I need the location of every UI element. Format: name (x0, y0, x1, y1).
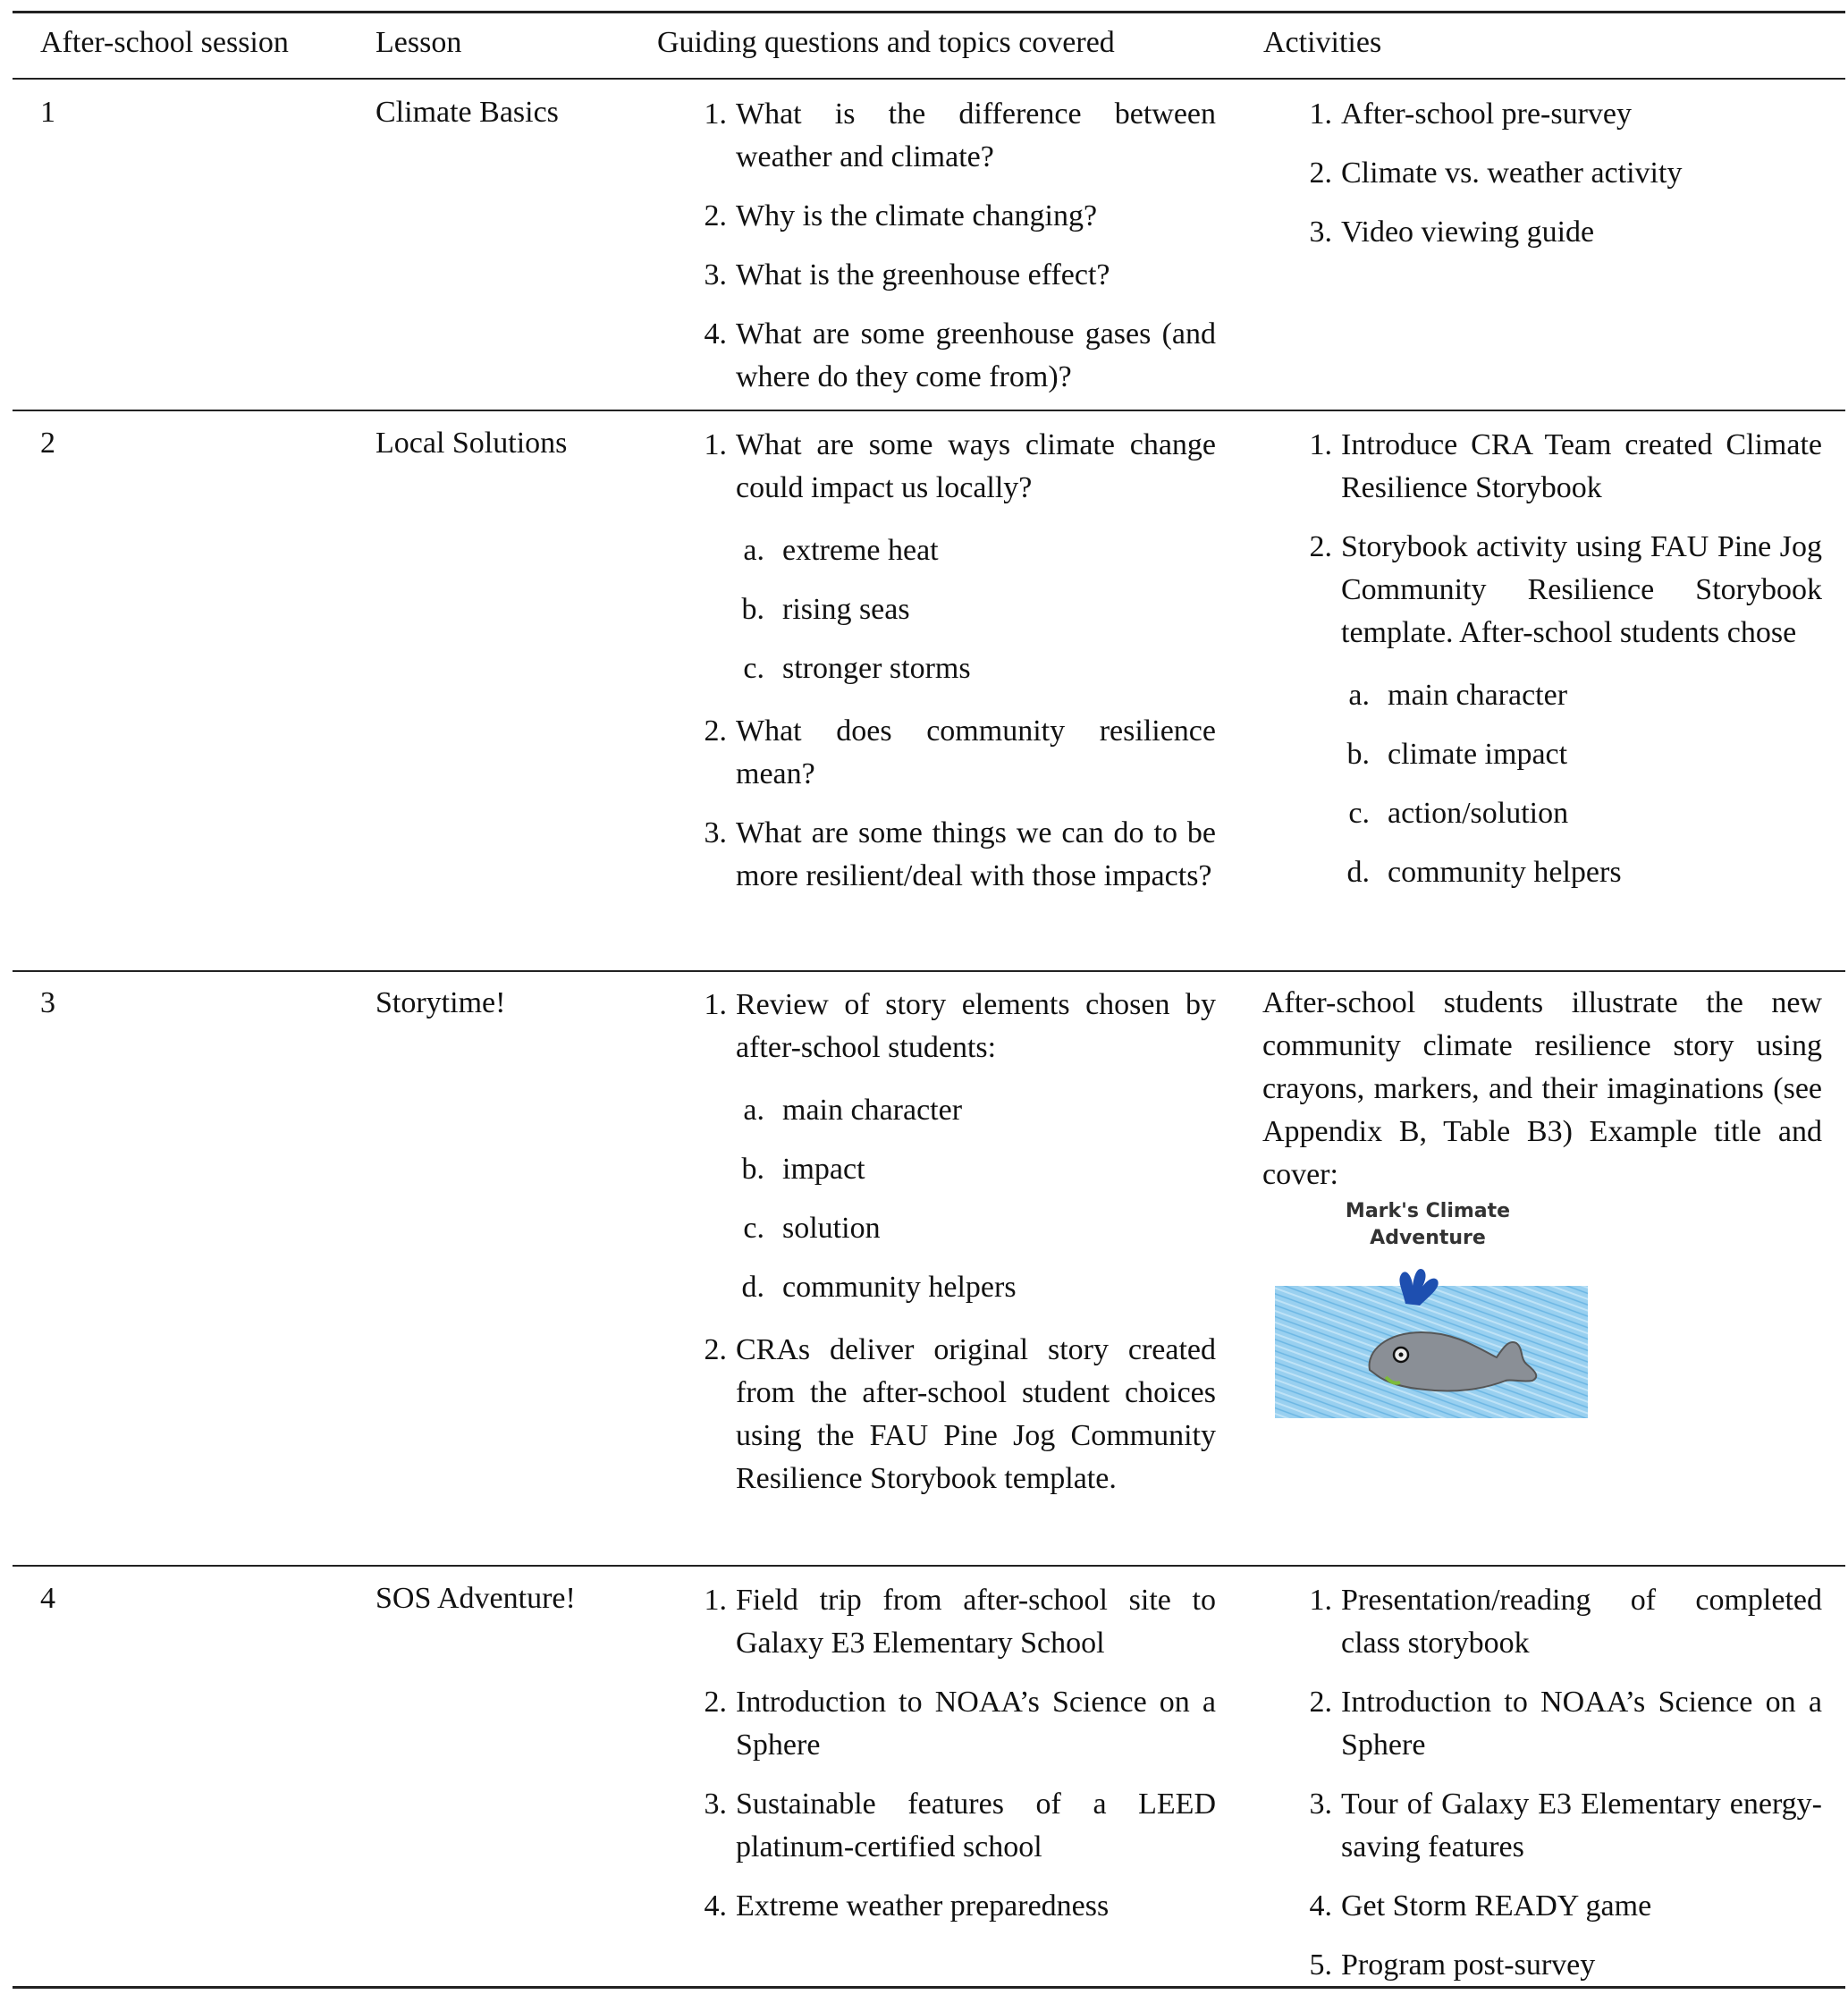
list-item (1309, 1885, 1822, 1928)
item-text: community helpers (782, 1271, 1017, 1304)
item-text: Introduction to NOAA’s Science on a Sphere (736, 1686, 1216, 1762)
guiding-questions-list (704, 93, 1216, 415)
item-number: 2. (704, 199, 727, 232)
item-letter: a. (743, 1094, 764, 1127)
list-item (704, 93, 1216, 179)
item-letter: d. (1346, 856, 1370, 889)
item-text: Introduce CRA Team created Climate Resilience Storybook (1341, 428, 1822, 504)
item-number: 2. (1309, 1686, 1332, 1719)
item-number: 4. (704, 1889, 727, 1923)
item-letter: d. (741, 1271, 764, 1304)
header-guiding: Guiding questions and topics covered (657, 26, 1115, 59)
sub-list-item (714, 1089, 1216, 1132)
item-number: 4. (1309, 1889, 1332, 1923)
item-text: Extreme weather preparedness (736, 1889, 1110, 1923)
sub-list-item (714, 529, 1216, 572)
guiding-questions-list (704, 424, 1216, 914)
activities-list (1309, 93, 1822, 270)
item-number: 1. (704, 428, 727, 461)
item-text: Climate vs. weather activity (1341, 156, 1683, 190)
item-text: Get Storm READY game (1341, 1889, 1652, 1923)
item-text: Video viewing guide (1341, 216, 1595, 249)
item-number: 1. (1309, 1584, 1332, 1617)
sub-list (714, 1089, 1216, 1309)
activities-list (1309, 424, 1822, 914)
sub-list-item (714, 1148, 1216, 1191)
lesson-title: Local Solutions (376, 427, 568, 460)
sub-list-item (714, 588, 1216, 631)
item-text: action/solution (1388, 797, 1569, 830)
sub-list-item (714, 1207, 1216, 1250)
item-text: Storybook activity using FAU Pine Jog Community Resilience Storybook template. After-school students chose (1341, 530, 1822, 649)
row-divider (13, 970, 1845, 972)
list-item (704, 812, 1216, 898)
item-letter: a. (1348, 679, 1370, 712)
list-item (704, 710, 1216, 796)
item-text: solution (782, 1212, 881, 1245)
item-number: 1. (704, 97, 727, 131)
list-item (704, 424, 1216, 690)
item-number: 3. (1309, 216, 1332, 249)
item-number: 3. (1309, 1787, 1332, 1821)
item-text: Introduction to NOAA’s Science on a Sphere (1341, 1686, 1822, 1762)
item-text: Sustainable features of a LEED platinum-certified school (736, 1787, 1216, 1864)
item-text: Review of story elements chosen by after-school students: (736, 988, 1216, 1064)
session-number: 3 (40, 986, 55, 1019)
header-session: After-school session (40, 26, 289, 59)
item-text: What is the greenhouse effect? (736, 258, 1110, 292)
item-number: 3. (704, 1787, 727, 1821)
session-number: 2 (40, 427, 55, 460)
list-item (704, 254, 1216, 297)
item-text: What is the difference between weather and climate? (736, 97, 1216, 173)
item-text: What are some ways climate change could impact us locally? (736, 428, 1216, 504)
lesson-title: Climate Basics (376, 96, 559, 129)
item-number: 1. (704, 1584, 727, 1617)
item-letter: b. (741, 1153, 764, 1186)
item-text: community helpers (1388, 856, 1622, 889)
list-item (1309, 1783, 1822, 1869)
list-item (1309, 93, 1822, 136)
guiding-questions-list (704, 1579, 1216, 1944)
item-letter: b. (741, 593, 764, 626)
list-item (704, 1681, 1216, 1767)
session-number: 4 (40, 1582, 55, 1615)
item-number: 1. (1309, 428, 1332, 461)
lesson-title: SOS Adventure! (376, 1582, 576, 1615)
header-lesson: Lesson (376, 26, 462, 59)
list-item (704, 195, 1216, 238)
item-text: CRAs deliver original story created from the after-school student choices using the FAU Pine Jog Community Resilience Storybook template. (736, 1333, 1216, 1495)
list-item (1309, 211, 1822, 254)
list-item (1309, 152, 1822, 195)
list-item (1309, 424, 1822, 510)
list-item (704, 1329, 1216, 1500)
sub-list-item (714, 1266, 1216, 1309)
item-number: 3. (704, 816, 727, 849)
cover-title-line: Adventure (1370, 1227, 1486, 1249)
table-top-rule (13, 11, 1845, 13)
activities-text: After-school students illustrate the new community climate resilience story using crayons, markers, and their imaginations (see Appendix B, Table B3) Example title and cover: (1262, 986, 1822, 1191)
activities-description (1262, 982, 1822, 1422)
sub-list-item (1320, 792, 1822, 835)
sub-list-item (714, 647, 1216, 690)
item-text: stronger storms (782, 652, 971, 685)
row-divider (13, 1565, 1845, 1567)
item-text: main character (1388, 679, 1568, 712)
cover-title-line: Mark's Climate (1345, 1200, 1511, 1222)
sub-list-item (1320, 733, 1822, 776)
lesson-title: Storytime! (376, 986, 506, 1019)
item-text: What are some things we can do to be more resilient/deal with those impacts? (736, 816, 1216, 892)
item-text: Why is the climate changing? (736, 199, 1098, 232)
item-number: 2. (704, 714, 727, 748)
sub-list (714, 529, 1216, 690)
list-item (1309, 1579, 1822, 1665)
item-letter: a. (743, 534, 764, 567)
item-text: rising seas (782, 593, 910, 626)
sub-list (1320, 674, 1822, 894)
item-number: 1. (704, 988, 727, 1021)
item-text: After-school pre-survey (1341, 97, 1633, 131)
item-text: climate impact (1388, 738, 1568, 771)
list-item (704, 313, 1216, 399)
activities-list (1309, 1579, 1822, 2003)
item-text: extreme heat (782, 534, 939, 567)
item-text: What are some greenhouse gases (and where do they come from)? (736, 317, 1216, 393)
item-number: 2. (1309, 530, 1332, 563)
header-bottom-rule (13, 78, 1845, 80)
list-item (1309, 1944, 1822, 1987)
item-number: 4. (704, 317, 727, 351)
list-item (704, 984, 1216, 1309)
list-item (704, 1885, 1216, 1928)
item-text: Presentation/reading of completed class storybook (1341, 1584, 1822, 1660)
item-number: 1. (1309, 97, 1332, 131)
sub-list-item (1320, 851, 1822, 894)
item-number: 2. (704, 1333, 727, 1366)
session-number: 1 (40, 96, 55, 129)
list-item (704, 1783, 1216, 1869)
item-text: What does community resilience mean? (736, 714, 1216, 790)
list-item (1309, 526, 1822, 894)
item-text: Program post-survey (1341, 1948, 1596, 1982)
list-item (1309, 1681, 1822, 1767)
item-letter: c. (1348, 797, 1370, 830)
item-letter: b. (1346, 738, 1370, 771)
list-item (704, 1579, 1216, 1665)
guiding-questions-list (704, 984, 1216, 1517)
item-text: Field trip from after-school site to Galaxy E3 Elementary School (736, 1584, 1216, 1660)
storybook-cover-image (1271, 1198, 1593, 1422)
item-number: 2. (704, 1686, 727, 1719)
item-number: 5. (1309, 1948, 1332, 1982)
item-letter: c. (743, 652, 764, 685)
item-text: impact (782, 1153, 865, 1186)
item-number: 2. (1309, 156, 1332, 190)
item-letter: c. (743, 1212, 764, 1245)
item-text: main character (782, 1094, 963, 1127)
whale-drawing-icon (1271, 1198, 1593, 1422)
item-number: 3. (704, 258, 727, 292)
header-activities: Activities (1263, 26, 1382, 59)
sub-list-item (1320, 674, 1822, 717)
item-text: Tour of Galaxy E3 Elementary energy-saving features (1341, 1787, 1822, 1864)
